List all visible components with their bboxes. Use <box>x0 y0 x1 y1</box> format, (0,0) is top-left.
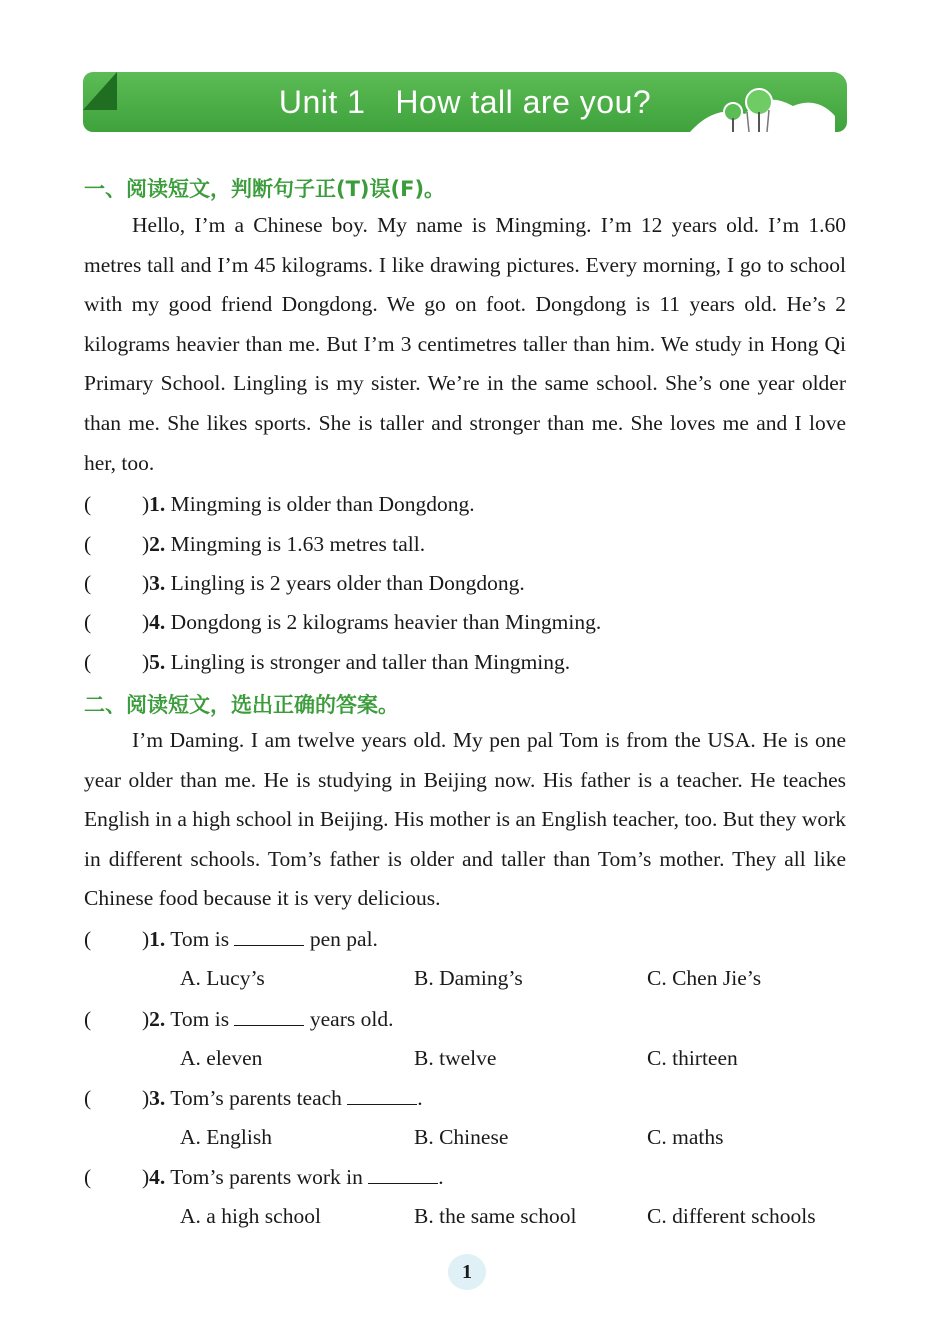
question-number: 4. <box>149 1165 166 1189</box>
answer-blank <box>234 927 304 946</box>
option-c[interactable]: C. thirteen <box>647 1046 738 1070</box>
question-text: Lingling is 2 years older than Dongdong. <box>165 571 525 595</box>
question-text: Tom is <box>165 1007 235 1031</box>
tf-question-5 <box>84 650 570 675</box>
unit-number: Unit 1 <box>278 84 366 120</box>
tf-question-1 <box>84 492 475 517</box>
page-number: 1 <box>448 1254 486 1290</box>
unit-title-text: How tall are you? <box>395 84 652 120</box>
answer-slot[interactable]: ( <box>84 492 92 516</box>
option-a[interactable]: A. English <box>180 1125 272 1149</box>
answer-slot[interactable]: ( <box>84 532 92 556</box>
paren-close: ) <box>142 492 150 516</box>
question-number: 5. <box>149 650 166 674</box>
question-number: 2. <box>149 1007 166 1031</box>
option-b[interactable]: B. twelve <box>414 1046 497 1070</box>
answer-blank <box>234 1007 304 1026</box>
option-c[interactable]: C. maths <box>647 1125 724 1149</box>
question-number: 1. <box>149 927 166 951</box>
tf-question-2 <box>84 532 425 557</box>
question-text: Tom is <box>165 927 235 951</box>
paren-close: ) <box>142 571 150 595</box>
answer-blank <box>347 1086 417 1105</box>
section-1-passage: Hello, I’m a Chinese boy. My name is Mingming. I’m 12 years old. I’m 1.60 metres tall and I’m 45 kilograms. I like drawing pictures. Every morning, I go to school with my good friend Dongdong. We go on foot. Dongdong is 11 years old. He’s 2 kilograms heavier than me. But I’m 3 centimetres taller than him. We study in Hong Qi Primary School. Lingling is my sister. We’re in the same school. She’s one year older than me. She likes sports. She is taller and stronger than me. She loves me and I love her, too. <box>84 213 846 475</box>
unit-banner <box>83 72 847 132</box>
paren-close: ) <box>142 1007 150 1031</box>
question-number: 4. <box>149 610 166 634</box>
mc-question-3 <box>84 1086 423 1111</box>
option-a[interactable]: A. a high school <box>180 1204 321 1228</box>
option-a[interactable]: A. Lucy’s <box>180 966 265 990</box>
answer-slot[interactable]: ( <box>84 610 92 634</box>
question-text: Dongdong is 2 kilograms heavier than Mingming. <box>165 610 602 634</box>
question-text: Lingling is stronger and taller than Mingming. <box>165 650 571 674</box>
paren-close: ) <box>142 650 150 674</box>
question-text: Tom’s parents work in <box>165 1165 369 1189</box>
question-text-end: pen pal. <box>304 927 378 951</box>
question-text: Tom’s parents teach <box>165 1086 348 1110</box>
answer-slot[interactable]: ( <box>84 1086 92 1110</box>
option-a[interactable]: A. eleven <box>180 1046 263 1070</box>
tf-question-3 <box>84 571 525 596</box>
question-text: Mingming is 1.63 metres tall. <box>165 532 426 556</box>
option-b[interactable]: B. Chinese <box>414 1125 509 1149</box>
answer-slot[interactable]: ( <box>84 1007 92 1031</box>
question-text: Mingming is older than Dongdong. <box>165 492 475 516</box>
question-text-end: years old. <box>304 1007 394 1031</box>
option-c[interactable]: C. Chen Jie’s <box>647 966 762 990</box>
paren-close: ) <box>142 1165 150 1189</box>
option-b[interactable]: B. the same school <box>414 1204 577 1228</box>
paren-close: ) <box>142 1086 150 1110</box>
banner-fold-icon <box>83 72 117 110</box>
answer-slot[interactable]: ( <box>84 927 92 951</box>
option-b[interactable]: B. Daming’s <box>414 966 523 990</box>
paren-close: ) <box>142 927 150 951</box>
tree-decoration-icon <box>685 82 835 132</box>
section-2-passage: I’m Daming. I am twelve years old. My pen pal Tom is from the USA. He is one year older than me. He is studying in Beijing now. His father is a teacher. He teaches English in a high school in Beijing. His mother is an English teacher, too. But they work in different schools. Tom’s father is older and taller than Tom’s mother. They all like Chinese food because it is very delicious. <box>84 728 846 911</box>
question-text-end: . <box>438 1165 444 1189</box>
mc-question-4 <box>84 1165 444 1190</box>
question-number: 1. <box>149 492 166 516</box>
question-number: 3. <box>149 1086 166 1110</box>
section-2-heading: 二、阅读短文，选出正确的答案。 <box>84 693 399 717</box>
question-text-end: . <box>417 1086 423 1110</box>
answer-slot[interactable]: ( <box>84 1165 92 1189</box>
answer-slot[interactable]: ( <box>84 650 92 674</box>
paren-close: ) <box>142 610 150 634</box>
mc-question-2 <box>84 1007 393 1032</box>
option-c[interactable]: C. different schools <box>647 1204 816 1228</box>
section-1-heading: 一、阅读短文，判断句子正(T)误(F)。 <box>84 177 446 201</box>
tf-question-4 <box>84 610 601 635</box>
question-number: 2. <box>149 532 166 556</box>
paren-close: ) <box>142 532 150 556</box>
mc-question-1 <box>84 927 378 952</box>
answer-slot[interactable]: ( <box>84 571 92 595</box>
question-number: 3. <box>149 571 166 595</box>
answer-blank <box>368 1165 438 1184</box>
